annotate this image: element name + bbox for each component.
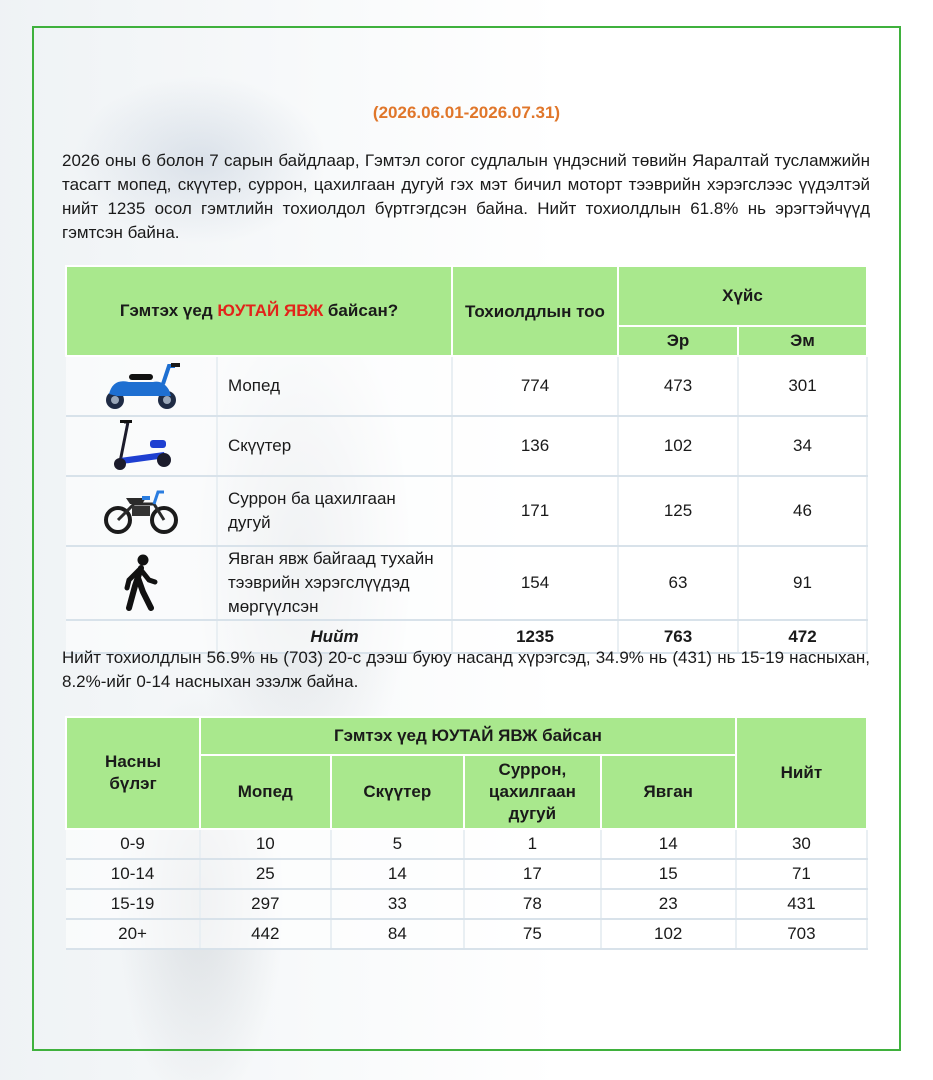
age-cell: 20+ — [66, 919, 200, 949]
cases-cell: 774 — [452, 356, 618, 416]
vehicle-type-header: Гэмтэх үед ЮУТАЙ ЯВЖ байсан? — [66, 266, 452, 356]
vehicle-label: Явган явж байгаад тухайн тээврийн хэрэгслүүдэд мөргүүлсэн — [217, 546, 452, 620]
value-cell: 1 — [464, 829, 600, 859]
value-cell: 297 — [200, 889, 330, 919]
value-cell: 75 — [464, 919, 600, 949]
male-cell: 63 — [618, 546, 738, 620]
header-highlight: ЮУТАЙ ЯВЖ — [217, 301, 324, 320]
electric-bike-icon — [66, 476, 217, 546]
total-male: 763 — [618, 620, 738, 653]
cases-cell: 171 — [452, 476, 618, 546]
table-row — [66, 829, 867, 859]
value-cell: 15 — [601, 859, 736, 889]
total-cell: 431 — [736, 889, 867, 919]
total-cell: 30 — [736, 829, 867, 859]
scooter-icon — [66, 416, 217, 476]
table-row — [66, 546, 867, 620]
age-group-table — [65, 716, 868, 950]
female-cell: 34 — [738, 416, 867, 476]
male-header: Эр — [618, 326, 738, 356]
table-row — [66, 889, 867, 919]
age-group-header: Насны бүлэг — [66, 717, 200, 829]
total-cell: 71 — [736, 859, 867, 889]
value-cell: 23 — [601, 889, 736, 919]
total-label: Нийт — [217, 620, 452, 653]
pedestrian-icon — [66, 546, 217, 620]
gender-header: Хүйс — [618, 266, 867, 326]
vehicle-label: Скүүтер — [217, 416, 452, 476]
col-scooter: Скүүтер — [331, 755, 465, 829]
col-surron: Суррон, цахилгаан дугуй — [464, 755, 600, 829]
col-moped: Мопед — [200, 755, 330, 829]
intro-paragraph: 2026 оны 6 болон 7 сарын байдлаар, Гэмтэл согог судлалын үндэсний төвийн Яаралтай тусламжийн тасагт мопед, скүүтер, суррон, цахилгаан дугуй гэх мэт бичил моторт тээврийн хэрэгслээс үүдэлтэй нийт 1235 осол гэмтлийн тохиолдол бүртгэгдсэн байна. Нийт тохиолдлын 61.8% нь эрэгтэйчүүд гэмтсэн байна. — [62, 151, 870, 242]
table-row — [66, 416, 867, 476]
age-cell: 0-9 — [66, 829, 200, 859]
age-cell: 10-14 — [66, 859, 200, 889]
vehicle-group-header: Гэмтэх үед ЮУТАЙ ЯВЖ байсан — [200, 717, 736, 755]
value-cell: 33 — [331, 889, 465, 919]
vehicle-label: Мопед — [217, 356, 452, 416]
male-cell: 473 — [618, 356, 738, 416]
value-cell: 84 — [331, 919, 465, 949]
female-cell: 91 — [738, 546, 867, 620]
value-cell: 14 — [601, 829, 736, 859]
total-female: 472 — [738, 620, 867, 653]
table-row — [66, 356, 867, 416]
male-cell: 102 — [618, 416, 738, 476]
value-cell: 102 — [601, 919, 736, 949]
value-cell: 25 — [200, 859, 330, 889]
value-cell: 10 — [200, 829, 330, 859]
table-row — [66, 919, 867, 949]
period-title: (2026.06.01-2026.07.31) — [372, 103, 561, 122]
vehicle-injury-table — [65, 265, 868, 654]
total-cell: 703 — [736, 919, 867, 949]
cases-header: Тохиолдлын тоо — [452, 266, 618, 356]
table-row — [66, 476, 867, 546]
col-pedestrian: Явган — [601, 755, 736, 829]
age-cell: 15-19 — [66, 889, 200, 919]
cases-cell: 154 — [452, 546, 618, 620]
value-cell: 17 — [464, 859, 600, 889]
female-header: Эм — [738, 326, 867, 356]
value-cell: 5 — [331, 829, 465, 859]
vehicle-label: Суррон ба цахилгаан дугуй — [217, 476, 452, 546]
age-paragraph: Нийт тохиолдлын 56.9% нь (703) 20-с дээш буюу насанд хүрэгсэд, 34.9% нь (431) нь 15-19 насныхан, 8.2%-ийг 0-14 насныхан эзэлж байна. — [62, 648, 870, 691]
value-cell: 78 — [464, 889, 600, 919]
table-row — [66, 859, 867, 889]
female-cell: 46 — [738, 476, 867, 546]
male-cell: 125 — [618, 476, 738, 546]
cases-cell: 136 — [452, 416, 618, 476]
total-cases: 1235 — [452, 620, 618, 653]
moped-icon — [66, 356, 217, 416]
value-cell: 14 — [331, 859, 465, 889]
total-header: Нийт — [736, 717, 867, 829]
value-cell: 442 — [200, 919, 330, 949]
female-cell: 301 — [738, 356, 867, 416]
